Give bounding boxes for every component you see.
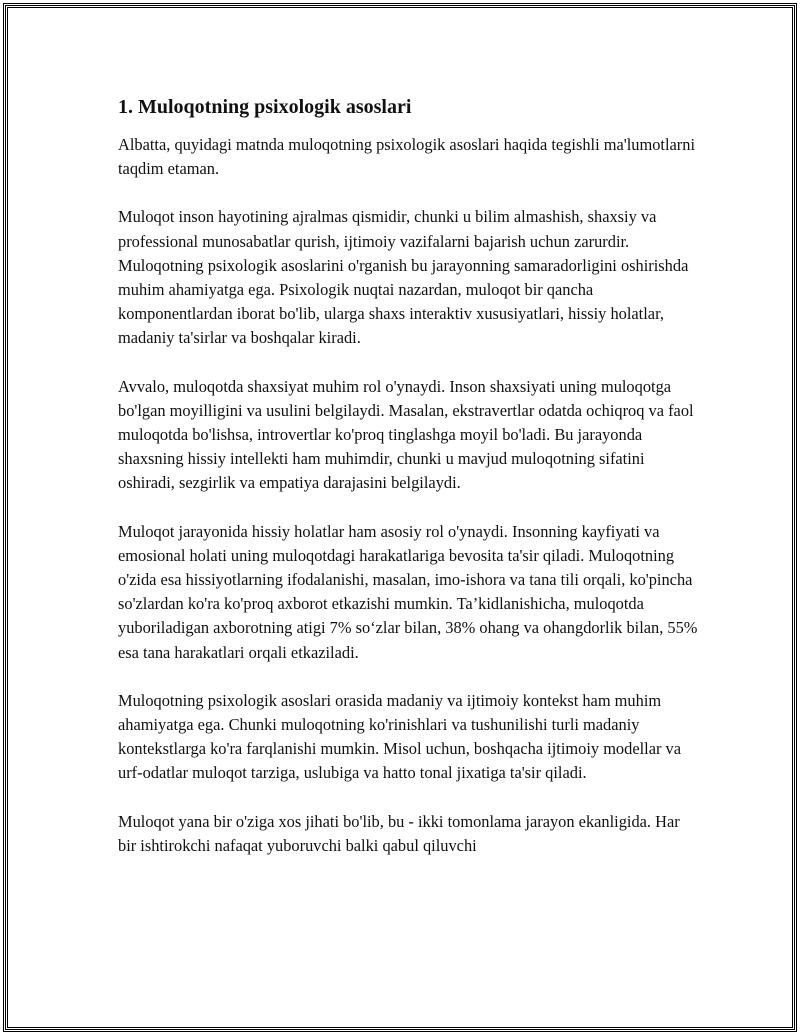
document-body [118,94,698,882]
paragraph-two-way-process: Muloqot yana bir o'ziga xos jihati bo'lib, bu - ikki tomonlama jarayon ekanligida. Har bir ishtirokchi nafaqat yuboruvchi balki qabul qiluvchi [118,811,680,855]
section-heading: 1. Muloqotning psixologik asoslari [118,96,412,118]
paragraph-cultural-context: Muloqotning psixologik asoslari orasida madaniy va ijtimoiy kontekst ham muhim ahamiyatga ega. Chunki muloqotning ko'rinishlari va tushunilishi turli madaniy kontekstlarga ko'ra farqlanishi mumkin. Misol uchun, boshqacha ijtimoiy modellar va urf-odatlar muloqot tarziga, uslubiga va hatto tonal jixatiga ta'sir qiladi. [118,690,682,783]
paragraph-communication-definition: Muloqot inson hayotining ajralmas qismidir, chunki u bilim almashish, shaxsiy va professional munosabatlar qurish, ijtimoiy vazifalarni bajarish uchun zarurdir. Muloqotning psixologik asoslarini o'rganish bu jarayonning samaradorligini oshirishda muhim ahamiyatga ega. Psixologik nuqtai nazardan, muloqot bir qancha komponentlardan iborat bo'lib, ularga shaxs interaktiv xususiyatlari, hissiy holatlar, madaniy ta'sirlar va boshqalar kiradi. [118,207,689,348]
paragraph-emotional-states: Muloqot jarayonida hissiy holatlar ham asosiy rol o'ynaydi. Insonning kayfiyati va emosional holati uning muloqotdagi harakatlariga bevosita ta'sir qiladi. Muloqotning o'zida esa hissiyotlarning ifodalanishi, masalan, imo-ishora va tana tili orqali, ko'pincha so'zlardan ko'ra ko'proq axborot etkazishi mumkin. Ta’kidlanishicha, muloqotda yuboriladigan axborotning atigi 7% so‘zlar bilan, 38% ohang va ohangdorlik bilan, 55% esa tana harakatlari orqali etkaziladi. [118,521,698,662]
paragraph-personality: Avvalo, muloqotda shaxsiyat muhim rol o'ynaydi. Inson shaxsiyati uning muloqotga bo'lgan moyilligini va usulini belgilaydi. Masalan, ekstravertlar odatda ochiqroq va faol muloqotda bo'lishsa, introvertlar ko'proq tinglashga moyil bo'ladi. Bu jarayonda shaxsning hissiy intellekti ham muhimdir, chunki u mavjud muloqotning sifatini oshiradi, sezgirlik va empatiya darajasini belgilaydi. [118,376,694,493]
paragraph-intro: Albatta, quyidagi matnda muloqotning psixologik asoslari haqida tegishli ma'lumotlarni taqdim etaman. [118,135,695,179]
